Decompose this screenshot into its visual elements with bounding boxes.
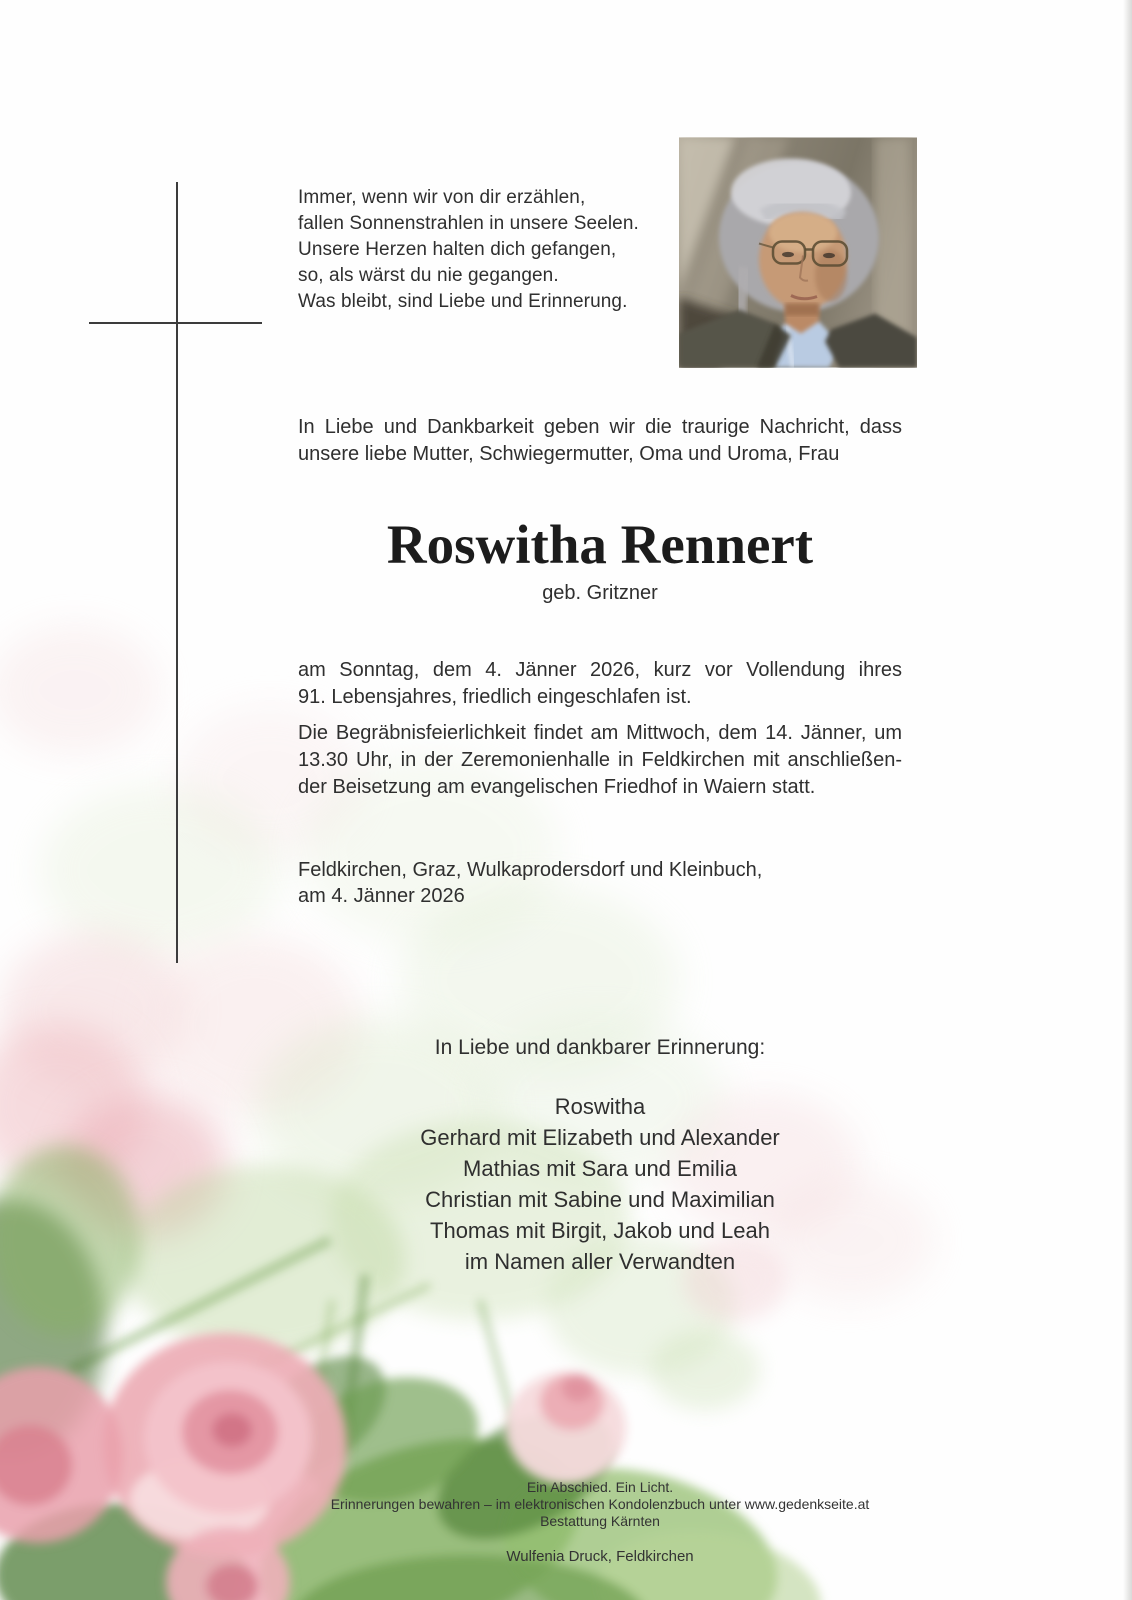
- memorial-poem: [298, 185, 639, 315]
- death-notice-line: 91. Lebensjahres, friedlich eingeschlafen ist.: [298, 686, 692, 708]
- death-notice-line: am Sonntag, dem 4. Jänner 2026, kurz vor Vollendung ihres: [298, 659, 902, 681]
- cross-horizontal-line: [89, 322, 262, 324]
- deceased-name: Roswitha Rennert: [386, 514, 814, 575]
- funeral-details-line: Die Begräbnisfeierlichkeit findet am Mittwoch, dem 14. Jänner, um: [298, 722, 902, 744]
- printer-credit: Wulfenia Druck, Feldkirchen: [506, 1548, 694, 1565]
- portrait-photo: [679, 137, 917, 368]
- scan-edge-shadow: [1123, 0, 1132, 1600]
- mourner-line: im Namen aller Verwandten: [464, 1249, 736, 1274]
- funeral-details: [298, 720, 902, 801]
- places-line: Feldkirchen, Graz, Wulkaprodersdorf und Kleinbuch,: [298, 859, 763, 881]
- mourner-line: Roswitha: [554, 1094, 646, 1119]
- funeral-details-line: 13.30 Uhr, in der Zeremonienhalle in Feldkirchen mit anschließen-: [298, 749, 902, 771]
- footer-line: Bestattung Kärnten: [540, 1513, 660, 1529]
- poem-line: Immer, wenn wir von dir erzählen,: [298, 187, 586, 208]
- footer-line: Ein Abschied. Ein Licht.: [526, 1479, 674, 1495]
- mourners-list: [298, 1091, 902, 1277]
- footer-condolence-note: [298, 1479, 902, 1530]
- death-notice: [298, 657, 902, 711]
- mourner-line: Mathias mit Sara und Emilia: [463, 1156, 737, 1181]
- mourners-heading: In Liebe und dankbarer Erinnerung:: [434, 1036, 766, 1059]
- funeral-details-line: der Beisetzung am evangelischen Friedhof in Waiern statt.: [298, 776, 816, 798]
- poem-line: so, als wärst du nie gegangen.: [298, 265, 559, 286]
- announcement-intro-line: In Liebe und Dankbarkeit geben wir die traurige Nachricht, dass: [298, 416, 902, 438]
- mourner-line: Thomas mit Birgit, Jakob und Leah: [430, 1218, 770, 1243]
- poem-line: fallen Sonnenstrahlen in unsere Seelen.: [298, 213, 639, 234]
- announcement-intro-line: unsere liebe Mutter, Schwiegermutter, Oma und Uroma, Frau: [298, 443, 840, 465]
- poem-line: Was bleibt, sind Liebe und Erinnerung.: [298, 291, 628, 312]
- poem-line: Unsere Herzen halten dich gefangen,: [298, 239, 617, 260]
- places-date: [298, 857, 902, 909]
- announcement-intro: [298, 414, 902, 468]
- mourner-line: Gerhard mit Elizabeth und Alexander: [420, 1125, 780, 1150]
- footer-line: Erinnerungen bewahren – im elektronischen Kondolenzbuch unter www.gedenkseite.at: [330, 1496, 870, 1512]
- mourner-line: Christian mit Sabine und Maximilian: [425, 1187, 775, 1212]
- date-line: am 4. Jänner 2026: [298, 885, 465, 907]
- cross-vertical-line: [176, 182, 178, 963]
- maiden-name: geb. Gritzner: [542, 582, 658, 604]
